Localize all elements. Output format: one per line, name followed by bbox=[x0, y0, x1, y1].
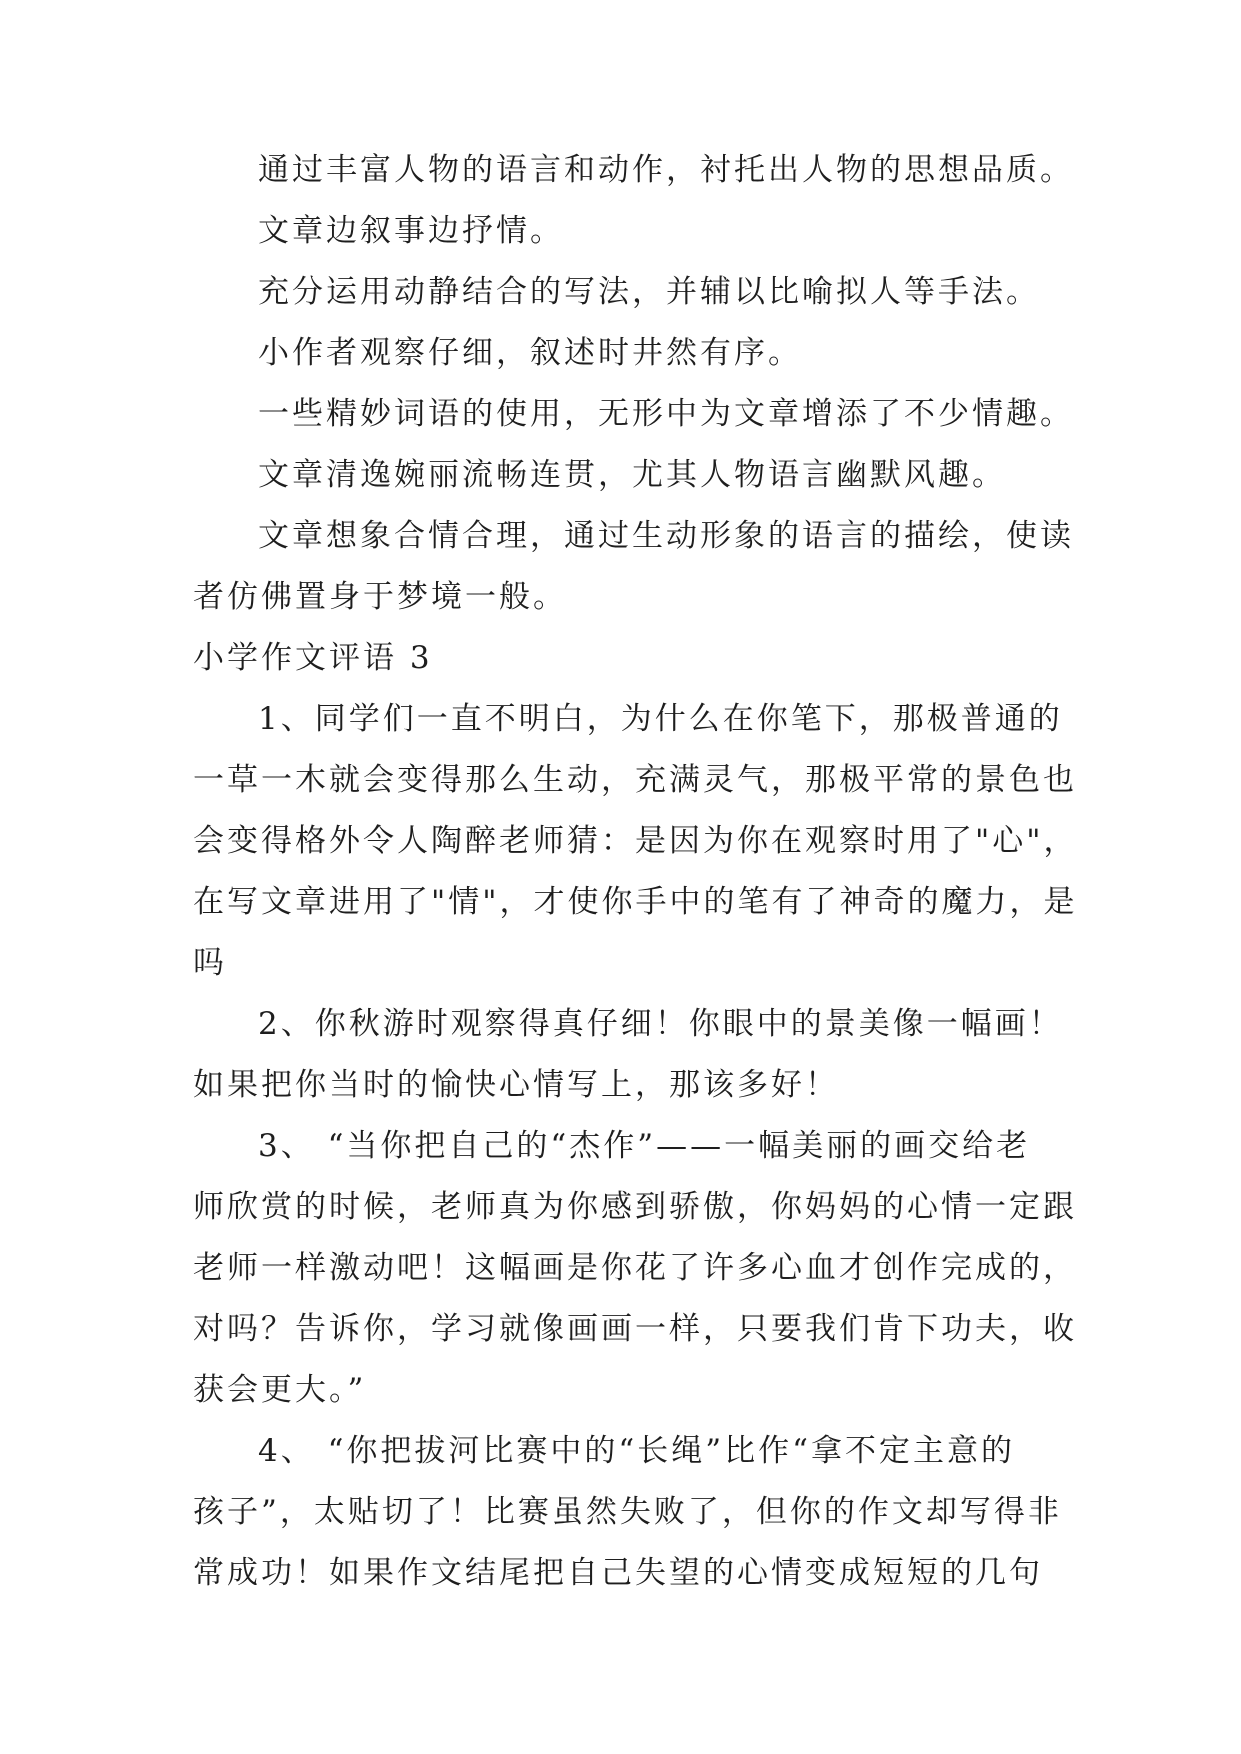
text-line: 如果把你当时的愉快心情写上，那该多好！ bbox=[193, 1067, 839, 1103]
text-line: 3、 “当你把自己的“杰作”——一幅美丽的画交给老 bbox=[258, 1128, 1031, 1164]
text-line: 充分运用动静结合的写法，并辅以比喻拟人等手法。 bbox=[258, 274, 1040, 310]
text-line: 老师一样激动吧！这幅画是你花了许多心血才创作完成的， bbox=[193, 1250, 1077, 1286]
text-line: 会变得格外令人陶醉老师猜：是因为你在观察时用了"心"， bbox=[193, 823, 1078, 859]
text-line: 一草一木就会变得那么生动，充满灵气，那极平常的景色也 bbox=[193, 762, 1077, 798]
text-line: 获会更大。” bbox=[193, 1372, 367, 1408]
text-line: 孩子”，太贴切了！比赛虽然失败了，但你的作文却写得非 bbox=[193, 1494, 1062, 1530]
text-line: 文章想象合情合理，通过生动形象的语言的描绘，使读 bbox=[258, 518, 1074, 554]
text-line: 师欣赏的时候，老师真为你感到骄傲，你妈妈的心情一定跟 bbox=[193, 1189, 1077, 1225]
text-line: 者仿佛置身于梦境一般。 bbox=[193, 579, 567, 615]
text-line: 在写文章进用了"情"，才使你手中的笔有了神奇的魔力，是 bbox=[193, 884, 1078, 920]
text-line: 文章边叙事边抒情。 bbox=[258, 213, 564, 249]
text-line: 2、你秋游时观察得真仔细！你眼中的景美像一幅画！ bbox=[258, 1006, 1063, 1042]
text-line: 1、同学们一直不明白，为什么在你笔下，那极普通的 bbox=[258, 701, 1063, 737]
text-line: 4、 “你把拔河比赛中的“长绳”比作“拿不定主意的 bbox=[258, 1433, 1015, 1469]
text-line: 常成功！如果作文结尾把自己失望的心情变成短短的几句 bbox=[193, 1555, 1043, 1591]
text-line: 一些精妙词语的使用，无形中为文章增添了不少情趣。 bbox=[258, 396, 1074, 432]
text-line: 文章清逸婉丽流畅连贯，尤其人物语言幽默风趣。 bbox=[258, 457, 1006, 493]
text-line: 吗 bbox=[193, 945, 227, 981]
text-line: 通过丰富人物的语言和动作，衬托出人物的思想品质。 bbox=[258, 152, 1074, 188]
text-line: 对吗？告诉你，学习就像画画一样，只要我们肯下功夫，收 bbox=[193, 1311, 1077, 1347]
text-line: 小作者观察仔细，叙述时井然有序。 bbox=[258, 335, 802, 371]
section-heading: 小学作文评语 3 bbox=[193, 640, 433, 676]
